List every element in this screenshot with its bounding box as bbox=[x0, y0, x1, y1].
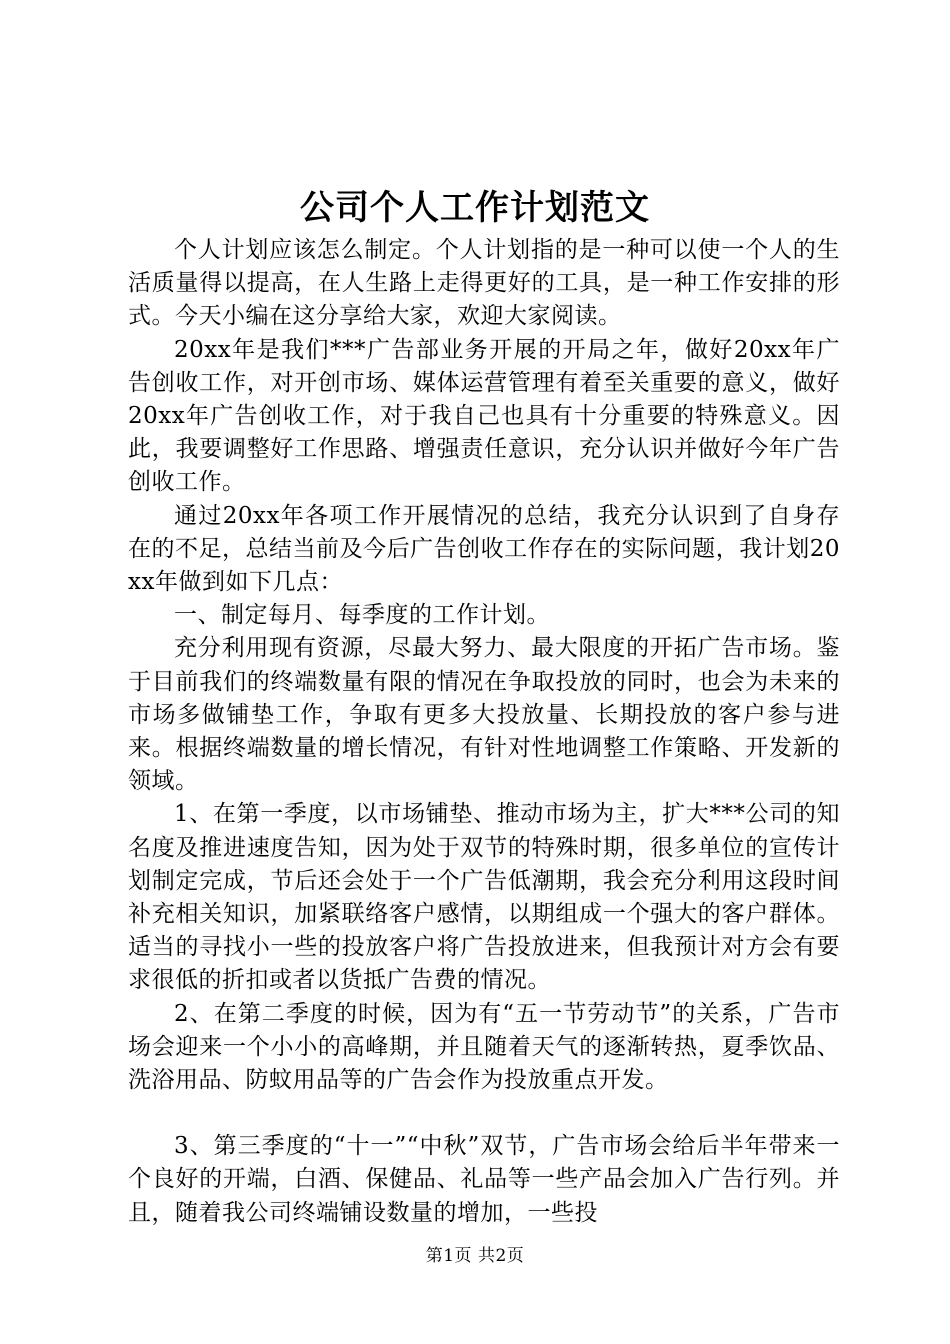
document-title: 公司个人工作计划范文 bbox=[300, 188, 650, 228]
paragraph-summary: 通过20xx年各项工作开展情况的总结，我充分认识到了自身存在的不足，总结当前及今后广告创收工作存在的实际问题，我计划20xx年做到如下几点： bbox=[128, 502, 840, 596]
paragraph-quarter-2: 2、在第二季度的时候，因为有“五一节劳动节”的关系，广告市场会迎来一个小小的高峰期，并且随着天气的逐渐转热，夏季饮品、洗浴用品、防蚊用品等的广告会作为投放重点开发。 bbox=[128, 1000, 840, 1094]
page-footer: 第1页 共2页 bbox=[425, 1246, 525, 1266]
paragraph-intro: 个人计划应该怎么制定。个人计划指的是一种可以使一个人的生活质量得以提高，在人生路上走得更好的工具，是一种工作安排的形式。今天小编在这分享给大家，欢迎大家阅读。 bbox=[128, 237, 840, 330]
paragraph-quarter-3: 3、第三季度的“十一”“中秋”双节，广告市场会给后半年带来一个良好的开端，白酒、保健品、礼品等一些产品会加入广告行列。并且，随着我公司终端铺设数量的增加，一些投 bbox=[128, 1133, 840, 1226]
paragraph-quarter-1: 1、在第一季度，以市场铺垫、推动市场为主，扩大***公司的知名度及推进速度告知，因为处于双节的特殊时期，很多单位的宣传计划制定完成，节后还会处于一个广告低潮期，我会充分利用这段时间补充相关知识，加紧联络客户感情，以期组成一个强大的客户群体。适当的寻找小一些的投放客户将广告投放进来，但我预计对方会有要求很低的折扣或者以货抵广告费的情况。 bbox=[128, 801, 840, 994]
paragraph-background: 20xx年是我们***广告部业务开展的开局之年，做好20xx年广告创收工作，对开创市场、媒体运营管理有着至关重要的意义，做好20xx年广告创收工作，对于我自己也具有十分重要的特殊意义。因此，我要调整好工作思路、增强责任意识，充分认识并做好今年广告创收工作。 bbox=[128, 336, 840, 496]
paragraph-resources: 充分利用现有资源，尽最大努力、最大限度的开拓广告市场。鉴于目前我们的终端数量有限的情况在争取投放的同时，也会为未来的市场多做铺垫工作，争取有更多大投放量、长期投放的客户参与进来。根据终端数量的增长情况，有针对性地调整工作策略、开发新的领域。 bbox=[128, 635, 840, 795]
document-body bbox=[128, 234, 840, 1230]
section-heading-1: 一、制定每月、每季度的工作计划。 bbox=[174, 602, 550, 629]
